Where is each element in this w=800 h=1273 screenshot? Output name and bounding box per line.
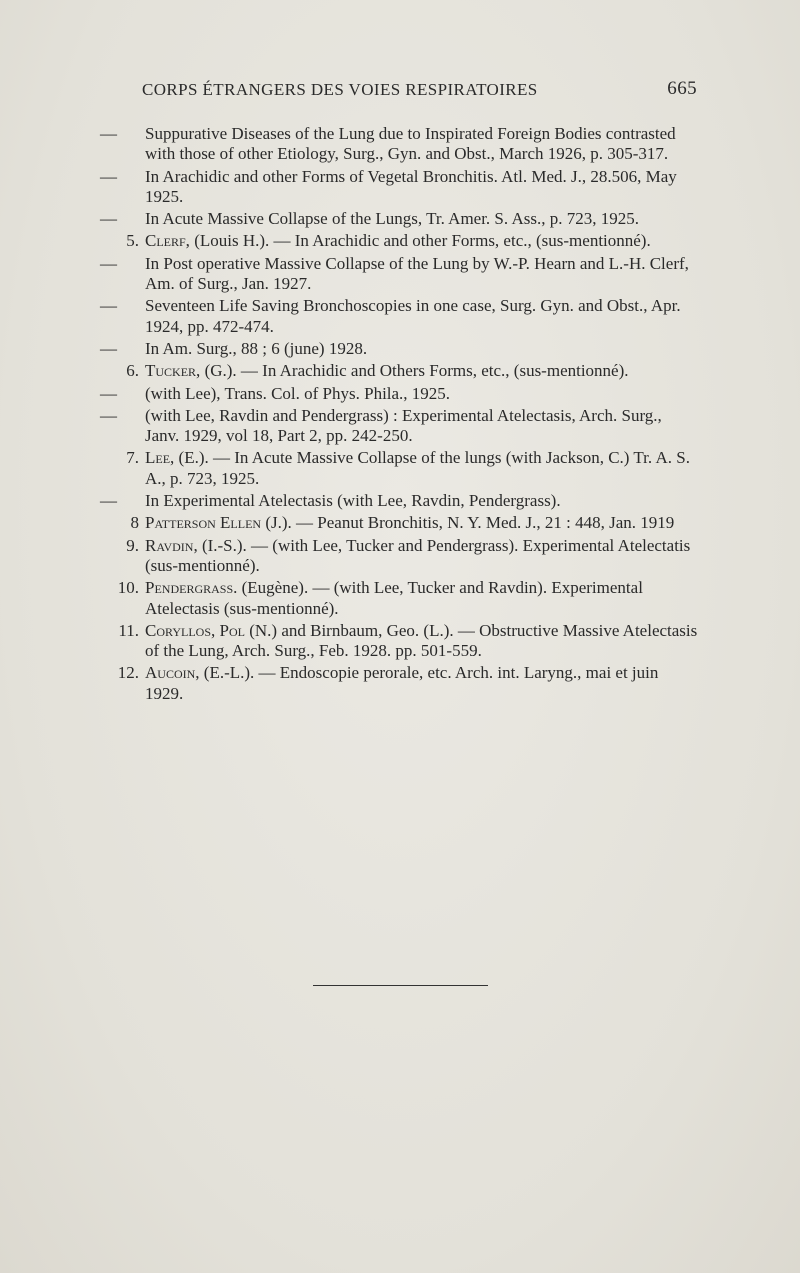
reference-entry [100,405,698,447]
page-number: 665 [667,78,697,99]
reference-entry [100,491,698,511]
entry-text: In Arachidic and other Forms of Vegetal Bronchitis. Atl. Med. J., 28.506, May 1925. [145,166,677,206]
reference-entry [100,166,698,208]
reference-entry [100,209,698,229]
entry-marker: 9. [126,535,139,555]
entry-author: Aucoin, [145,663,200,683]
reference-entry [117,663,698,704]
entry-marker: — [100,253,117,273]
entry-text: Seventeen Life Saving Bronchoscopies in one case, Surg. Gyn. and Obst., Apr. 1924, pp. 472-474. [145,296,681,336]
entry-text: In Am. Surg., 88 ; 6 (june) 1928. [145,338,368,358]
entry-marker: 11. [118,620,139,640]
entry-author: Pendergrass. [145,578,238,598]
entry-text: (Louis H.). — In Arachidic and other Forms, etc., (sus-mentionné). [194,231,651,251]
entry-author: Patterson Ellen [145,513,262,533]
entry-text: (E.). — In Acute Massive Collapse of the lungs (with Jackson, C.) Tr. A. S. A., p. 723, 1925. [145,448,690,488]
entry-marker: 5. [126,231,139,251]
entry-marker: — [100,383,117,403]
entry-text: (with Lee), Trans. Col. of Phys. Phila., 1925. [145,383,451,403]
entry-marker: — [100,491,117,511]
reference-list [0,124,800,706]
entry-marker: 12. [117,663,139,683]
entry-marker: 10. [117,578,139,598]
reference-entry [118,620,698,662]
entry-marker: — [100,166,117,186]
reference-entry [126,535,698,577]
entry-text: (G.). — In Arachidic and Others Forms, etc., (sus-mentionné). [204,361,629,381]
entry-marker: 7. [126,448,139,468]
entry-author: Coryllos, Pol [145,620,245,640]
reference-entry [126,231,698,251]
entry-text: In Post operative Massive Collapse of the Lung by W.-P. Hearn and L.-H. Clerf, Am. of Surg., Jan. 1927. [145,253,689,294]
entry-text: In Acute Massive Collapse of the Lungs, Tr. Amer. S. Ass., p. 723, 1925. [145,209,639,229]
entry-author: Tucker, [145,361,201,381]
reference-entry [100,124,698,165]
entry-text: (I.-S.). — (with Lee, Tucker and Pendergrass). Experimental Atelectatis (sus-mentionné). [145,535,691,575]
entry-marker: — [100,296,117,316]
entry-text: In Experimental Atelectasis (with Lee, Ravdin, Pendergrass). [145,491,561,511]
entry-author: Lee, [145,448,175,468]
entry-text: (Eugène). — (with Lee, Tucker and Ravdin). Experimental Atelectasis (sus-mentionné). [145,578,643,618]
entry-marker: 8 [130,513,139,533]
reference-entry [126,361,698,381]
reference-entry [130,513,698,533]
entry-marker: — [100,209,117,229]
entry-marker: 6. [126,361,139,381]
entry-text: (with Lee, Ravdin and Pendergrass) : Experimental Atelectasis, Arch. Surg., Janv. 1929, vol 18, Part 2, pp. 242-250. [145,405,662,446]
entry-text: Suppurative Diseases of the Lung due to Inspirated Foreign Bodies contrasted with those of other Etiology, Surg., Gyn. and Obst., March 1926, p. 305-317. [145,124,676,164]
entry-text: (E.-L.). — Endoscopie perorale, etc. Arch. int. Laryng., mai et juin 1929. [145,663,659,703]
reference-entry [100,253,698,295]
reference-entry [100,296,698,337]
reference-entry [100,383,698,404]
entry-marker: — [100,405,117,425]
entry-text: (N.) and Birnbaum, Geo. (L.). — Obstructive Massive Atelectasis of the Lung, Arch. Surg., Feb. 1928. pp. 501-559. [145,620,698,661]
entry-marker: — [100,338,117,358]
closing-rule [313,985,488,986]
reference-entry [126,448,698,489]
entry-text: (J.). — Peanut Bronchitis, N. Y. Med. J., 21 : 448, Jan. 1919 [265,513,675,533]
running-title: CORPS ÉTRANGERS DES VOIES RESPIRATOIRES [142,80,538,99]
reference-entry [117,578,698,619]
entry-author: Clerf, [145,231,190,251]
entry-marker: — [100,124,117,143]
reference-entry [100,338,698,359]
entry-author: Ravdin, [145,535,198,555]
